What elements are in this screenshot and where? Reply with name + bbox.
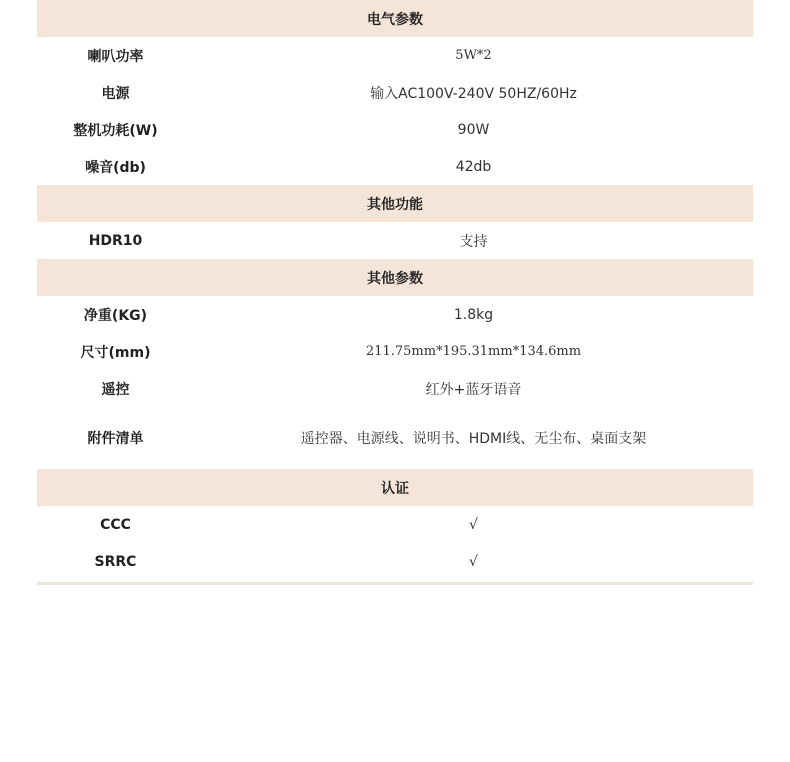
spec-row-power-consumption bbox=[37, 111, 753, 148]
spec-row-power-supply bbox=[37, 74, 753, 111]
section-header-electrical: 电气参数 bbox=[37, 0, 753, 37]
spec-row-srrc bbox=[37, 543, 753, 580]
spec-row-noise bbox=[37, 148, 753, 185]
spec-value: 1.8kg bbox=[453, 306, 494, 323]
check-mark: √ bbox=[469, 553, 478, 570]
spec-row-ccc bbox=[37, 506, 753, 543]
spec-label: 遥控 bbox=[101, 381, 130, 398]
spec-value: 遥控器、电源线、说明书、HDMI线、无尘布、桌面支架 bbox=[300, 431, 647, 447]
spec-value: 支持 bbox=[459, 233, 488, 250]
spec-row-accessories bbox=[37, 407, 753, 469]
spec-row-remote bbox=[37, 370, 753, 407]
spec-label: 喇叭功率 bbox=[87, 48, 144, 65]
spec-row-net-weight bbox=[37, 296, 753, 333]
spec-value: 5W*2 bbox=[455, 48, 492, 63]
spec-value: 输入AC100V-240V 50HZ/60Hz bbox=[370, 85, 577, 102]
table-bottom-divider bbox=[37, 582, 753, 585]
spec-label: 噪音(db) bbox=[85, 159, 146, 176]
check-mark: √ bbox=[469, 516, 478, 533]
spec-label: HDR10 bbox=[88, 232, 143, 249]
section-header-other-functions: 其他功能 bbox=[37, 185, 753, 222]
spec-row-speaker-power bbox=[37, 37, 753, 74]
spec-row-hdr10 bbox=[37, 222, 753, 259]
spec-label: 附件清单 bbox=[87, 431, 144, 447]
spec-value: 红外+蓝牙语音 bbox=[425, 381, 522, 398]
spec-row-dimensions bbox=[37, 333, 753, 370]
spec-label: CCC bbox=[100, 516, 131, 533]
spec-label: 尺寸(mm) bbox=[80, 344, 151, 361]
spec-label: 净重(KG) bbox=[83, 307, 148, 324]
spec-value: 42db bbox=[455, 158, 492, 175]
section-header-other-params: 其他参数 bbox=[37, 259, 753, 296]
section-header-certification: 认证 bbox=[37, 469, 753, 506]
spec-label: SRRC bbox=[94, 553, 137, 570]
spec-value: 211.75mm*195.31mm*134.6mm bbox=[365, 344, 582, 359]
spec-label: 整机功耗(W) bbox=[73, 122, 158, 139]
spec-label: 电源 bbox=[101, 85, 130, 102]
spec-table bbox=[37, 0, 753, 585]
spec-value: 90W bbox=[457, 121, 490, 138]
